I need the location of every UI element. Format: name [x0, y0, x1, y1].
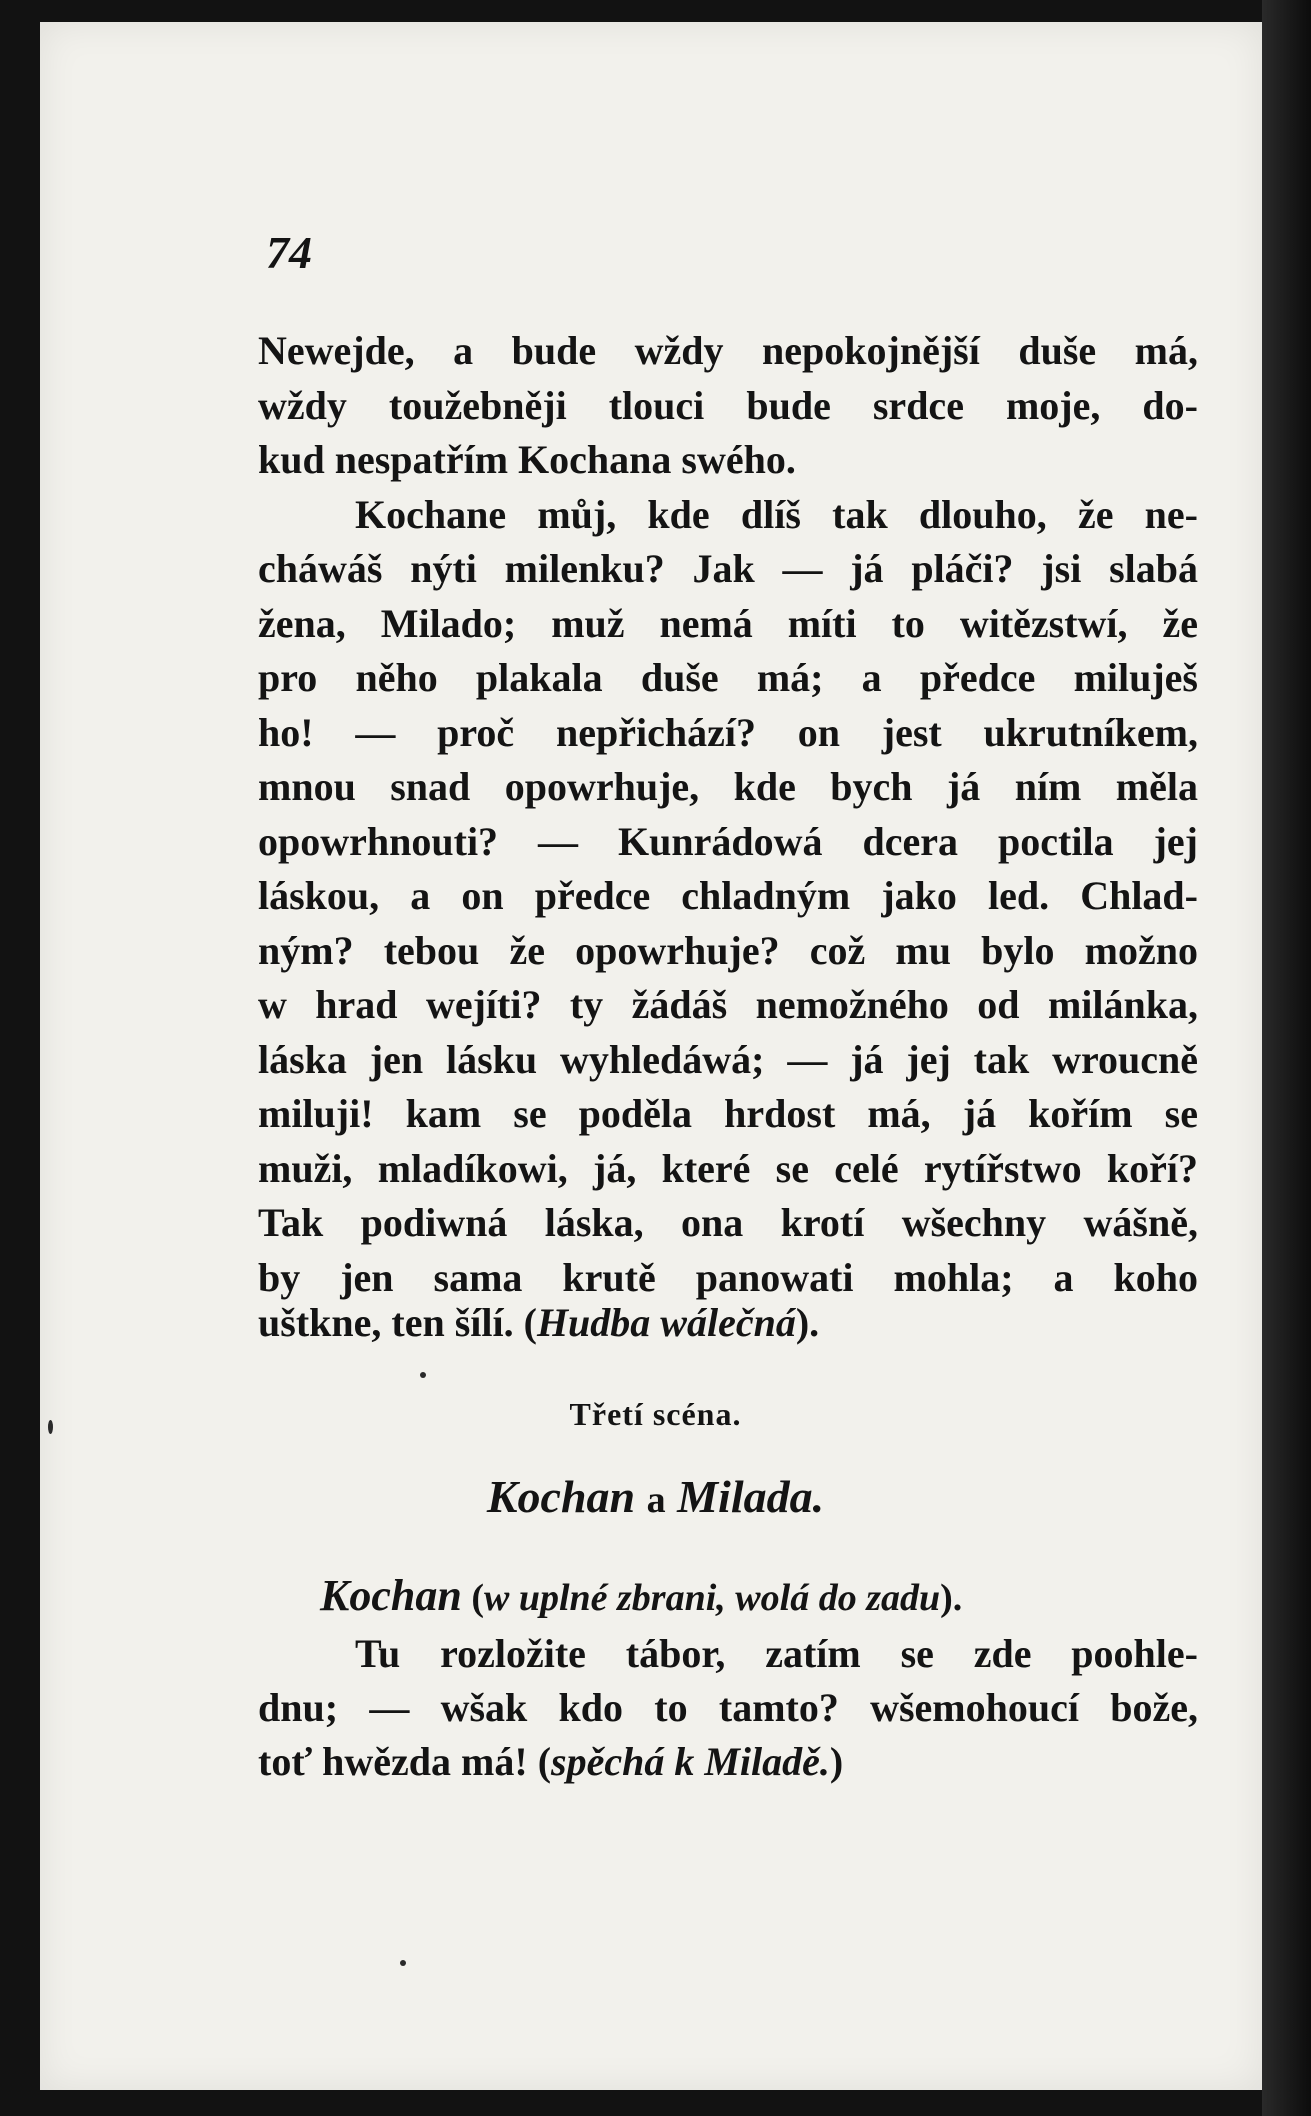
speech-direction: spěchá k Miladě. [551, 1739, 830, 1784]
scene-characters [0, 1470, 1311, 1523]
body-line: muži, mladíkowi, já, které se celé rytířstwo koří? [258, 1146, 1198, 1191]
body-line: Newejde, a bude wždy nepokojnější duše má, [258, 328, 1198, 373]
characters-conjunction: a [646, 1479, 666, 1521]
music-direction: Hudba wálečná [536, 1300, 796, 1345]
body-line: opowrhnouti? — Kunrádowá dcera poctila jej [258, 819, 1198, 864]
body-line: by jen sama krutě panowati mohla; a koho [258, 1255, 1198, 1300]
speech-line-3-text: toť hwězda má! ( [258, 1739, 552, 1784]
ink-speck [48, 1420, 53, 1434]
speaker-name: Kochan [320, 1571, 462, 1620]
speech-line-3 [258, 1735, 1198, 1789]
stage-direction-open: ( [461, 1577, 484, 1619]
body-line: láskou, a on předce chladným jako led. Chlad- [258, 873, 1198, 918]
speaker-line [320, 1570, 1220, 1621]
body-line: láska jen lásku wyhledáwá; — já jej tak wroucně [258, 1037, 1198, 1082]
body-line-last-text: uštkne, ten šílí. ( [258, 1300, 537, 1345]
character-milada: Milada. [677, 1471, 825, 1522]
body-line: mnou snad opowrhuje, kde bych já ním měla [258, 764, 1198, 809]
body-line: ho! — proč nepřichází? on jest ukrutníkem, [258, 710, 1198, 755]
speech-line-2: dnu; — wšak kdo to tamto? wšemohoucí bože, [258, 1685, 1198, 1730]
body-line: pro něho plakala duše má; a předce miluješ [258, 655, 1198, 700]
body-line: ným? tebou že opowrhuje? což mu bylo možno [258, 928, 1198, 973]
scene-heading: Třetí scéna. [569, 1396, 742, 1432]
body-line: Kochane můj, kde dlíš tak dlouho, že ne- [355, 492, 1198, 537]
character-kochan: Kochan [486, 1471, 636, 1522]
body-line-last-end: ). [795, 1300, 820, 1345]
body-line: cháwáš nýti milenku? Jak — já pláči? jsi slabá [258, 546, 1198, 591]
body-line: w hrad wejíti? ty žádáš nemožného od milánka, [258, 982, 1198, 1027]
ink-speck [420, 1372, 426, 1378]
body-line: wždy toužebněji tlouci bude srdce moje, do- [258, 383, 1198, 428]
speech-line-3-end: ) [829, 1739, 844, 1784]
body-line: Tak podiwná láska, ona krotí wšechny wášně, [258, 1200, 1198, 1245]
ink-speck [400, 1960, 406, 1966]
stage-direction-close: ). [940, 1577, 963, 1619]
page-edge-shadow [1262, 0, 1311, 2116]
page-number: 74 [266, 227, 312, 278]
speech-line-1: Tu rozložite tábor, zatím se zde poohle- [355, 1631, 1198, 1676]
body-line: žena, Milado; muž nemá míti to witězstwí, že [258, 601, 1198, 646]
body-line: miluji! kam se poděla hrdost má, já kořím se [258, 1091, 1198, 1136]
body-line-last [258, 1296, 1198, 1350]
stage-direction: w uplné zbrani, wolá do zadu [483, 1577, 941, 1619]
body-line: kud nespatřím Kochana swého. [258, 437, 796, 482]
